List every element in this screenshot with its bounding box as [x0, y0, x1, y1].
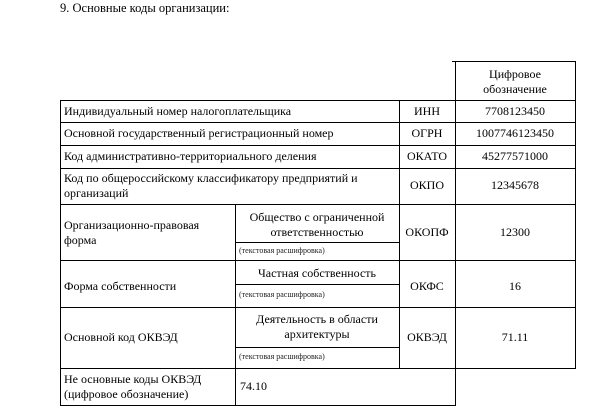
row-label-okpo: Код по общероссийскому классификатору предприятий и организаций	[64, 171, 358, 200]
row-value-okpo: 12345678	[491, 178, 539, 192]
row-label-secondary-okved: Не основные коды ОКВЭД (цифровое обозначение)	[64, 372, 202, 401]
table-line	[60, 260, 576, 261]
row-label-okved: Основной код ОКВЭД	[64, 330, 178, 344]
table-line	[235, 347, 399, 348]
table-line	[235, 284, 399, 285]
row-value-inn: 7708123450	[485, 104, 545, 118]
row-code-okpo: ОКПО	[409, 178, 444, 192]
row-note-okved: (текстовая расшифровка)	[239, 352, 325, 361]
row-code-okved: ОКВЭД	[407, 330, 447, 344]
row-text-okved: Деятельность в области архитектуры	[256, 312, 378, 341]
row-label-okopf: Организационно-правовая форма	[64, 218, 200, 247]
row-value-okato: 45277571000	[482, 149, 548, 163]
row-value-okved: 71.11	[501, 330, 529, 344]
table-line	[60, 100, 576, 101]
row-label-okato: Код административно-территориального деления	[64, 149, 317, 163]
table-line	[60, 405, 455, 406]
table-line	[60, 122, 576, 123]
header-digital-designation: Цифровое обозначение	[483, 67, 547, 96]
row-label-ogrn: Основной государственный регистрационный номер	[64, 126, 334, 140]
section-title: 9. Основные коды организации:	[60, 1, 230, 15]
row-value-okopf: 12300	[500, 225, 530, 239]
row-code-okopf: ОКОПФ	[405, 225, 449, 239]
row-code-okfs: ОКФС	[410, 279, 444, 293]
table-line	[60, 307, 576, 308]
row-code-inn: ИНН	[414, 104, 440, 118]
table-line	[60, 368, 576, 369]
row-code-okato: ОКАТО	[406, 149, 448, 163]
table-line	[575, 61, 576, 369]
table-line	[60, 145, 576, 146]
row-value-okfs: 16	[509, 279, 521, 293]
table-line	[60, 204, 576, 205]
table-line	[235, 242, 399, 243]
row-note-okopf: (текстовая расшифровка)	[239, 246, 325, 255]
row-note-okfs: (текстовая расшифровка)	[239, 290, 325, 299]
table-line	[452, 61, 576, 62]
row-text-okopf: Общество с ограниченной ответственностью	[249, 210, 385, 239]
row-code-ogrn: ОГРН	[411, 126, 443, 140]
table-line	[60, 100, 61, 406]
table-line	[60, 168, 576, 169]
row-text-okfs: Частная собственность	[257, 266, 377, 280]
row-value-ogrn: 1007746123450	[476, 126, 554, 140]
row-value-secondary-okved: 74.10	[240, 379, 267, 393]
row-label-inn: Индивидуальный номер налогоплательщика	[64, 104, 292, 118]
row-label-okfs: Форма собственности	[64, 279, 177, 293]
